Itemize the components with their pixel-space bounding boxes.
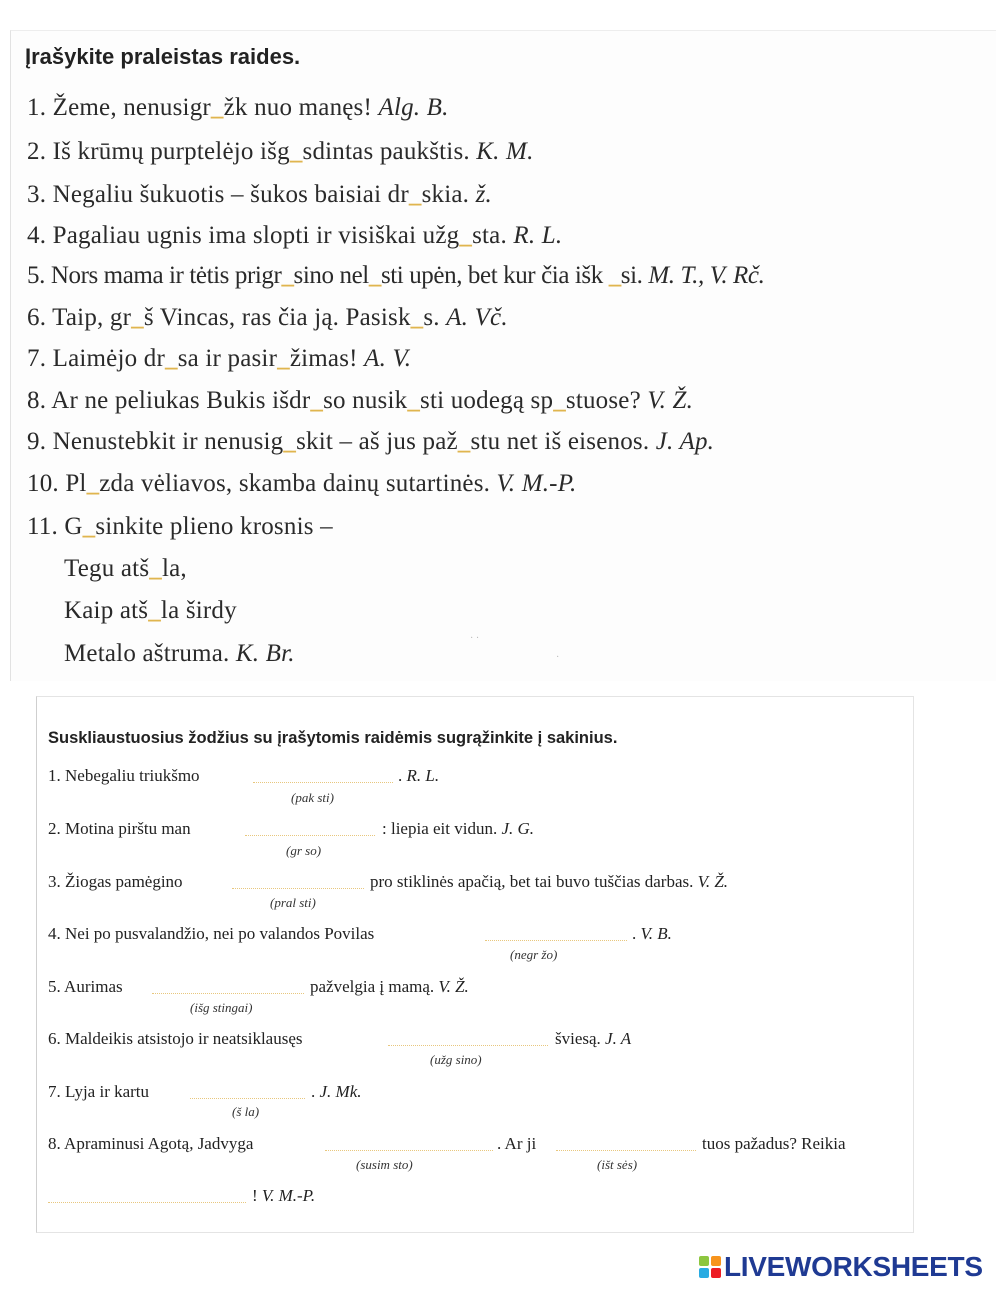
exercise-1-title: Įrašykite praleistas raides. — [25, 44, 301, 69]
answer-gap[interactable]: _ — [310, 387, 324, 414]
answer-input-3[interactable] — [232, 888, 364, 889]
answer-gap[interactable]: _ — [457, 428, 471, 455]
answer-input-8a[interactable] — [325, 1150, 493, 1151]
row-3-text: 3. Žiogas pamėgino — [48, 872, 183, 891]
row-8-text: 8. Apraminusi Agotą, Jadvyga — [48, 1134, 254, 1153]
answer-gap[interactable]: _ — [149, 555, 162, 582]
sentence-8: 8. Ar ne peliukas Bukis išdr_so nusik_sti uodegą sp_stuose? V. Ž. — [27, 387, 694, 414]
exercise-2-title: Suskliaustuosius žodžius su įrašytomis raidėmis sugrąžinkite į sakinius. — [48, 729, 618, 747]
answer-gap[interactable]: _ — [86, 470, 100, 497]
hint-3: (pral sti) — [270, 895, 316, 910]
logo-square-icon — [699, 1256, 709, 1266]
row-7-end: . J. Mk. — [311, 1082, 362, 1101]
hint-8a: (susim sto) — [356, 1157, 413, 1172]
answer-input-8b[interactable] — [556, 1150, 696, 1151]
answer-gap[interactable]: _ — [277, 345, 290, 372]
poem-line-2: Kaip atš_la širdy — [64, 597, 237, 624]
sentence-11: 11. G_sinkite plieno krosnis – — [27, 513, 333, 540]
hint-2: (gr so) — [286, 843, 322, 858]
row-6-text: 6. Maldeikis atsistojo ir neatsiklausęs — [48, 1029, 303, 1048]
answer-gap[interactable]: _ — [131, 304, 144, 331]
answer-input-7[interactable] — [190, 1098, 305, 1099]
answer-gap[interactable]: _ — [553, 387, 566, 414]
answer-gap[interactable]: _ — [410, 304, 424, 331]
logo-icon — [699, 1256, 721, 1278]
row-8-mid: . Ar ji — [497, 1134, 537, 1153]
brand-name: LIVEWORKSHEETS — [724, 1251, 983, 1282]
hint-5: (išg stingai) — [190, 1000, 253, 1015]
logo-square-icon — [711, 1256, 721, 1266]
row-6-end: šviesą. J. A — [555, 1029, 632, 1048]
answer-input-1[interactable] — [253, 782, 393, 783]
sentence-1: 1. Žeme, nenusigr_žk nuo manęs! Alg. B. — [27, 94, 449, 121]
answer-input-2[interactable] — [245, 835, 375, 836]
answer-gap[interactable]: _ — [407, 387, 421, 414]
answer-gap[interactable]: _ — [82, 513, 96, 540]
row-3-end: pro stiklinės apačią, bet tai buvo tuščias darbas. V. Ž. — [370, 872, 729, 891]
row-5-text: 5. Aurimas — [48, 977, 123, 996]
answer-gap[interactable]: _ — [210, 94, 224, 121]
sentence-3: 3. Negaliu šukuotis – šukos baisiai dr_skia. ž. — [27, 181, 492, 208]
sentence-9: 9. Nenustebkit ir nenusig_skit – aš jus paž_stu net iš eisenos. J. Ap. — [27, 428, 715, 455]
row-1-text: 1. Nebegaliu triukšmo — [48, 766, 200, 785]
answer-gap[interactable]: _ — [459, 222, 473, 249]
row-5-end: pažvelgia į mamą. V. Ž. — [310, 977, 469, 996]
answer-gap[interactable]: _ — [368, 262, 381, 289]
row-7-text: 7. Lyja ir kartu — [48, 1082, 150, 1101]
answer-input-8c[interactable] — [48, 1202, 246, 1203]
row-8-continuation: ! V. M.-P. — [252, 1186, 316, 1205]
row-1-end: . R. L. — [398, 766, 440, 785]
answer-gap[interactable]: _ — [148, 597, 161, 624]
sentence-4: 4. Pagaliau ugnis ima slopti ir visiškai užg_sta. R. L. — [27, 222, 563, 249]
sentence-2: 2. Iš krūmų purptelėjo išg_sdintas paukštis. K. M. — [27, 138, 534, 165]
liveworksheets-logo — [699, 1252, 983, 1282]
scan-speck: · — [556, 652, 560, 663]
answer-gap[interactable]: _ — [281, 262, 294, 289]
sentence-5: 5. Nors mama ir tėtis prigr_sino nel_sti upėn, bet kur čia išk _si. M. T., V. Rč. — [27, 262, 765, 289]
logo-square-icon — [699, 1268, 709, 1278]
hint-1: (pak sti) — [291, 790, 334, 805]
hint-6: (užg sino) — [430, 1052, 482, 1067]
hint-8b: (išt sės) — [597, 1157, 638, 1172]
answer-gap[interactable]: _ — [289, 138, 303, 165]
logo-square-icon — [711, 1268, 721, 1278]
scan-speck: · · — [470, 633, 480, 644]
answer-input-5[interactable] — [152, 993, 304, 994]
row-2-end: : liepia eit vidun. J. G. — [382, 819, 535, 838]
answer-gap[interactable]: _ — [608, 262, 621, 289]
hint-4: (negr žo) — [510, 947, 558, 962]
row-4-text: 4. Nei po pusvalandžio, nei po valandos Povilas — [48, 924, 375, 943]
hint-7: (š la) — [232, 1104, 260, 1119]
answer-input-4[interactable] — [485, 940, 627, 941]
answer-input-6[interactable] — [388, 1045, 548, 1046]
answer-gap[interactable]: _ — [283, 428, 297, 455]
row-4-end: . V. B. — [632, 924, 672, 943]
answer-gap[interactable]: _ — [408, 181, 422, 208]
answer-gap[interactable]: _ — [165, 345, 178, 372]
sentence-6: 6. Taip, gr_š Vincas, ras čia ją. Pasisk_s. A. Vč. — [27, 304, 508, 331]
row-8-end: tuos pažadus? Reikia — [702, 1134, 846, 1153]
row-2-text: 2. Motina pirštu man — [48, 819, 191, 838]
sentence-10: 10. Pl_zda vėliavos, skamba dainų sutartinės. V. M.-P. — [27, 470, 577, 497]
sentence-7: 7. Laimėjo dr_sa ir pasir_žimas! A. V. — [27, 345, 412, 372]
poem-line-3: Metalo aštruma. K. Br. — [64, 640, 295, 667]
poem-line-1: Tegu atš_la, — [64, 555, 187, 582]
